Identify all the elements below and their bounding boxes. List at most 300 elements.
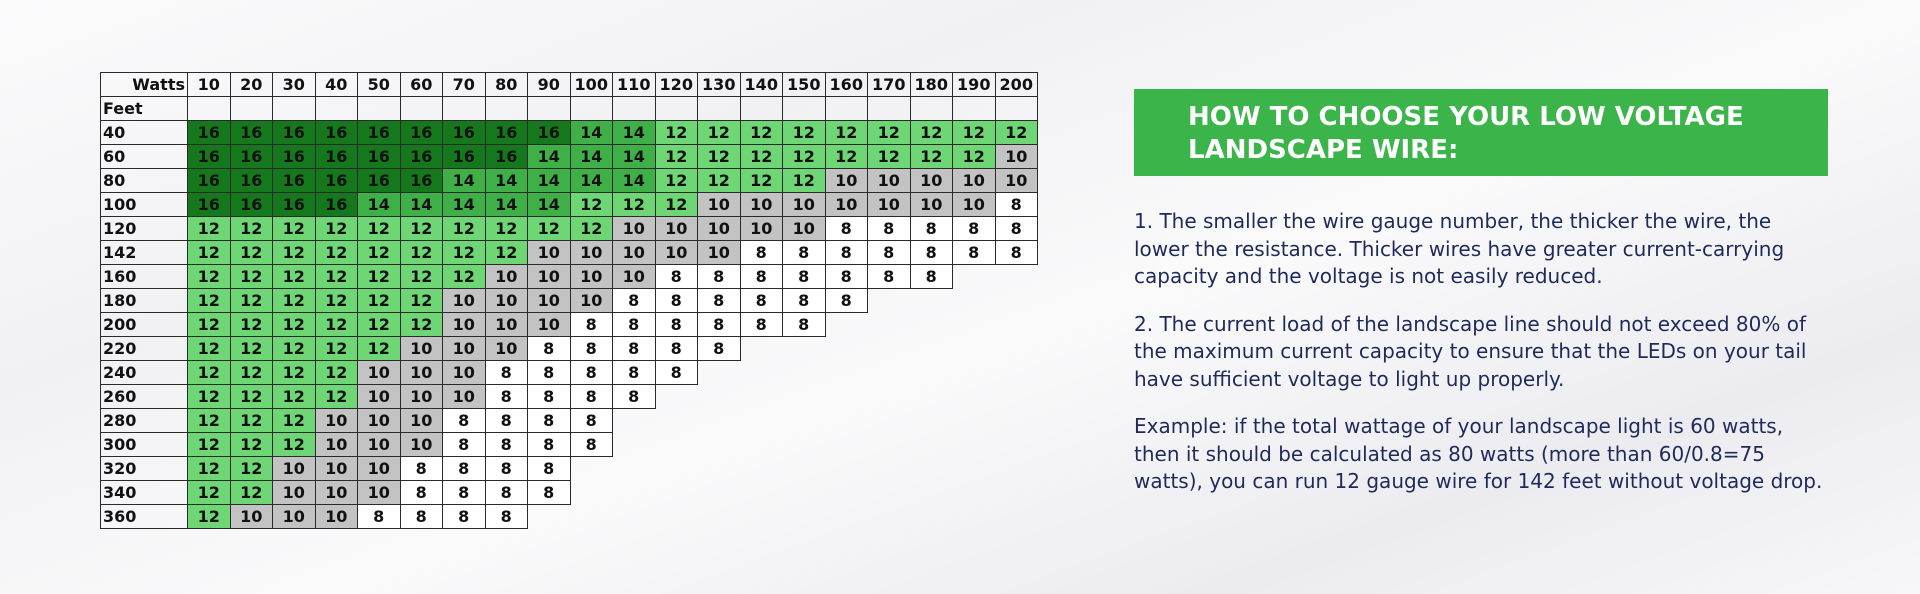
blank-cell [358, 97, 401, 121]
gauge-cell: 10 [400, 433, 443, 457]
watts-label: Watts [101, 73, 188, 97]
gauge-cell: 8 [400, 505, 443, 529]
empty-cell [740, 457, 783, 481]
gauge-cell: 16 [400, 121, 443, 145]
info-panel [1134, 89, 1828, 496]
watts-header-cell: 50 [358, 73, 401, 97]
empty-cell [825, 337, 868, 361]
gauge-cell: 8 [783, 241, 826, 265]
gauge-cell: 14 [570, 145, 613, 169]
gauge-cell: 12 [230, 241, 273, 265]
gauge-cell: 12 [698, 169, 741, 193]
watts-header-cell: 150 [783, 73, 826, 97]
watts-header-cell: 180 [910, 73, 953, 97]
gauge-cell: 10 [358, 385, 401, 409]
gauge-cell: 8 [910, 217, 953, 241]
gauge-cell: 16 [230, 193, 273, 217]
gauge-cell: 10 [315, 409, 358, 433]
blank-cell [613, 97, 656, 121]
empty-cell [570, 505, 613, 529]
table-row [101, 385, 1038, 409]
gauge-cell: 12 [443, 217, 486, 241]
empty-cell [783, 433, 826, 457]
gauge-cell: 16 [315, 145, 358, 169]
gauge-cell: 10 [358, 481, 401, 505]
empty-cell [655, 385, 698, 409]
gauge-cell: 14 [528, 169, 571, 193]
empty-cell [783, 385, 826, 409]
gauge-cell: 12 [273, 313, 316, 337]
gauge-cell: 12 [613, 193, 656, 217]
gauge-cell: 8 [485, 433, 528, 457]
feet-row-label: 142 [101, 241, 188, 265]
gauge-cell: 8 [570, 409, 613, 433]
gauge-cell: 10 [400, 361, 443, 385]
info-example: Example: if the total wattage of your landscape light is 60 watts, then it should be calculated as 80 watts (more than 60/0.8=75 watts), you can run 12 gauge wire for 142 feet without voltage drop. [1134, 414, 1823, 493]
empty-cell [953, 265, 996, 289]
blank-cell [443, 97, 486, 121]
blank-cell [230, 97, 273, 121]
gauge-cell: 8 [740, 289, 783, 313]
empty-cell [953, 361, 996, 385]
gauge-cell: 12 [698, 145, 741, 169]
empty-cell [910, 313, 953, 337]
gauge-cell: 12 [358, 265, 401, 289]
empty-cell [995, 313, 1038, 337]
empty-cell [825, 409, 868, 433]
feet-label: Feet [101, 97, 188, 121]
gauge-cell: 12 [528, 217, 571, 241]
gauge-cell: 12 [358, 337, 401, 361]
table-row [101, 409, 1038, 433]
empty-cell [910, 385, 953, 409]
gauge-cell: 10 [273, 457, 316, 481]
table-row [101, 289, 1038, 313]
gauge-cell: 12 [230, 457, 273, 481]
gauge-cell: 10 [273, 505, 316, 529]
gauge-cell: 8 [868, 241, 911, 265]
gauge-cell: 12 [400, 241, 443, 265]
empty-cell [910, 289, 953, 313]
empty-cell [570, 457, 613, 481]
empty-cell [868, 457, 911, 481]
gauge-cell: 12 [273, 433, 316, 457]
wire-gauge-table [100, 72, 1038, 529]
gauge-cell: 16 [273, 169, 316, 193]
gauge-cell: 12 [655, 193, 698, 217]
gauge-cell: 10 [740, 217, 783, 241]
empty-cell [995, 433, 1038, 457]
watts-header-cell: 200 [995, 73, 1038, 97]
empty-cell [655, 433, 698, 457]
gauge-cell: 10 [273, 481, 316, 505]
empty-cell [995, 265, 1038, 289]
gauge-cell: 8 [570, 313, 613, 337]
empty-cell [740, 409, 783, 433]
gauge-cell: 8 [528, 481, 571, 505]
gauge-cell: 14 [570, 169, 613, 193]
table-row [101, 313, 1038, 337]
watts-header-cell: 120 [655, 73, 698, 97]
gauge-cell: 12 [868, 145, 911, 169]
gauge-cell: 8 [868, 265, 911, 289]
gauge-cell: 8 [613, 337, 656, 361]
empty-cell [698, 409, 741, 433]
blank-cell [783, 97, 826, 121]
gauge-cell: 12 [273, 289, 316, 313]
watts-header-cell: 190 [953, 73, 996, 97]
gauge-cell: 10 [485, 265, 528, 289]
gauge-cell: 8 [698, 337, 741, 361]
empty-cell [995, 385, 1038, 409]
gauge-cell: 12 [570, 193, 613, 217]
feet-row-label: 300 [101, 433, 188, 457]
gauge-cell: 16 [358, 121, 401, 145]
gauge-cell: 10 [740, 193, 783, 217]
table-row [101, 505, 1038, 529]
gauge-cell: 14 [443, 169, 486, 193]
empty-cell [953, 313, 996, 337]
gauge-cell: 12 [188, 481, 231, 505]
blank-cell [528, 97, 571, 121]
empty-cell [613, 481, 656, 505]
empty-cell [825, 361, 868, 385]
empty-cell [740, 361, 783, 385]
gauge-cell: 16 [400, 169, 443, 193]
feet-row-label: 220 [101, 337, 188, 361]
gauge-cell: 10 [995, 145, 1038, 169]
empty-cell [868, 337, 911, 361]
gauge-cell: 12 [698, 121, 741, 145]
gauge-cell: 14 [613, 169, 656, 193]
gauge-cell: 12 [315, 289, 358, 313]
table-row [101, 241, 1038, 265]
gauge-cell: 10 [400, 337, 443, 361]
empty-cell [613, 505, 656, 529]
feet-row-label: 180 [101, 289, 188, 313]
empty-cell [868, 481, 911, 505]
blank-cell [400, 97, 443, 121]
empty-cell [655, 409, 698, 433]
empty-cell [995, 457, 1038, 481]
gauge-cell: 12 [273, 385, 316, 409]
watts-header-cell: 90 [528, 73, 571, 97]
gauge-cell: 10 [868, 169, 911, 193]
gauge-cell: 16 [400, 145, 443, 169]
gauge-cell: 12 [315, 265, 358, 289]
blank-cell [315, 97, 358, 121]
gauge-cell: 12 [188, 217, 231, 241]
gauge-cell: 12 [910, 121, 953, 145]
gauge-cell: 8 [655, 337, 698, 361]
gauge-cell: 12 [315, 385, 358, 409]
gauge-cell: 12 [230, 481, 273, 505]
empty-cell [655, 481, 698, 505]
gauge-cell: 12 [443, 265, 486, 289]
info-point-2: 2. The current load of the landscape line should not exceed 80% of the maximum current capacity to ensure that the LEDs on your tail have sufficient voltage to light up properly. [1134, 311, 1807, 391]
gauge-cell: 8 [485, 385, 528, 409]
feet-row-label: 280 [101, 409, 188, 433]
feet-row-label: 340 [101, 481, 188, 505]
gauge-cell: 12 [400, 313, 443, 337]
gauge-cell: 14 [613, 145, 656, 169]
feet-row-label: 320 [101, 457, 188, 481]
gauge-cell: 10 [443, 313, 486, 337]
empty-cell [910, 433, 953, 457]
gauge-cell: 10 [400, 385, 443, 409]
gauge-cell: 12 [400, 289, 443, 313]
gauge-cell: 12 [230, 433, 273, 457]
gauge-cell: 12 [655, 121, 698, 145]
gauge-cell: 12 [868, 121, 911, 145]
empty-cell [868, 433, 911, 457]
empty-cell [953, 433, 996, 457]
watts-header-cell: 40 [315, 73, 358, 97]
gauge-cell: 10 [783, 217, 826, 241]
gauge-cell: 12 [995, 121, 1038, 145]
gauge-cell: 10 [953, 193, 996, 217]
gauge-cell: 12 [273, 409, 316, 433]
empty-cell [613, 433, 656, 457]
gauge-cell: 8 [570, 361, 613, 385]
gauge-cell: 12 [315, 313, 358, 337]
info-title: HOW TO CHOOSE YOUR LOW VOLTAGE LANDSCAPE WIRE: [1134, 89, 1828, 176]
empty-cell [995, 289, 1038, 313]
watts-header-cell: 170 [868, 73, 911, 97]
gauge-cell: 10 [613, 265, 656, 289]
watts-header-cell: 20 [230, 73, 273, 97]
gauge-cell: 10 [485, 289, 528, 313]
gauge-cell: 8 [995, 217, 1038, 241]
gauge-cell: 10 [698, 217, 741, 241]
gauge-cell: 12 [188, 241, 231, 265]
gauge-cell: 8 [783, 289, 826, 313]
gauge-cell: 12 [188, 433, 231, 457]
gauge-cell: 12 [953, 145, 996, 169]
gauge-cell: 10 [358, 457, 401, 481]
watts-header-cell: 60 [400, 73, 443, 97]
gauge-cell: 8 [443, 433, 486, 457]
gauge-cell: 10 [825, 193, 868, 217]
gauge-cell: 12 [188, 313, 231, 337]
gauge-cell: 8 [485, 457, 528, 481]
empty-cell [868, 385, 911, 409]
gauge-cell: 10 [315, 481, 358, 505]
gauge-cell: 10 [910, 193, 953, 217]
gauge-cell: 8 [443, 505, 486, 529]
gauge-cell: 12 [188, 337, 231, 361]
gauge-cell: 10 [315, 457, 358, 481]
gauge-cell: 10 [443, 337, 486, 361]
empty-cell [953, 481, 996, 505]
empty-cell [825, 481, 868, 505]
gauge-cell: 8 [528, 433, 571, 457]
gauge-cell: 12 [740, 145, 783, 169]
gauge-cell: 12 [188, 409, 231, 433]
empty-cell [910, 457, 953, 481]
blank-cell [953, 97, 996, 121]
gauge-cell: 8 [910, 241, 953, 265]
gauge-cell: 8 [698, 313, 741, 337]
gauge-cell: 12 [570, 217, 613, 241]
gauge-cell: 10 [570, 289, 613, 313]
gauge-cell: 12 [910, 145, 953, 169]
gauge-cell: 16 [443, 121, 486, 145]
empty-cell [825, 313, 868, 337]
gauge-cell: 8 [783, 313, 826, 337]
empty-cell [825, 385, 868, 409]
gauge-cell: 12 [740, 121, 783, 145]
gauge-cell: 12 [188, 457, 231, 481]
gauge-cell: 12 [230, 217, 273, 241]
gauge-cell: 10 [485, 313, 528, 337]
gauge-cell: 8 [655, 313, 698, 337]
gauge-cell: 12 [230, 337, 273, 361]
gauge-cell: 8 [740, 241, 783, 265]
gauge-cell: 8 [655, 289, 698, 313]
gauge-cell: 14 [443, 193, 486, 217]
gauge-cell: 12 [273, 337, 316, 361]
empty-cell [783, 505, 826, 529]
gauge-cell: 16 [188, 193, 231, 217]
gauge-cell: 12 [315, 337, 358, 361]
blank-cell [825, 97, 868, 121]
gauge-cell: 16 [188, 121, 231, 145]
feet-row-label: 120 [101, 217, 188, 241]
gauge-cell: 12 [400, 217, 443, 241]
empty-cell [698, 481, 741, 505]
empty-cell [953, 409, 996, 433]
blank-cell [655, 97, 698, 121]
empty-cell [528, 505, 571, 529]
gauge-cell: 8 [400, 481, 443, 505]
empty-cell [868, 361, 911, 385]
gauge-cell: 8 [995, 241, 1038, 265]
feet-row-label: 260 [101, 385, 188, 409]
empty-cell [783, 337, 826, 361]
table-row [101, 169, 1038, 193]
gauge-cell: 12 [358, 289, 401, 313]
gauge-cell: 12 [273, 241, 316, 265]
empty-cell [953, 385, 996, 409]
gauge-cell: 8 [485, 409, 528, 433]
gauge-cell: 10 [358, 409, 401, 433]
blank-cell [740, 97, 783, 121]
gauge-cell: 10 [485, 337, 528, 361]
feet-row-label: 160 [101, 265, 188, 289]
gauge-cell: 14 [358, 193, 401, 217]
gauge-cell: 10 [230, 505, 273, 529]
gauge-cell: 12 [358, 217, 401, 241]
gauge-cell: 12 [825, 121, 868, 145]
table-row [101, 265, 1038, 289]
gauge-cell: 16 [528, 121, 571, 145]
gauge-cell: 10 [528, 289, 571, 313]
gauge-cell: 12 [273, 265, 316, 289]
gauge-cell: 12 [443, 241, 486, 265]
empty-cell [698, 433, 741, 457]
gauge-cell: 12 [655, 145, 698, 169]
gauge-cell: 14 [400, 193, 443, 217]
empty-cell [910, 481, 953, 505]
gauge-cell: 10 [570, 265, 613, 289]
gauge-cell: 8 [528, 409, 571, 433]
gauge-cell: 12 [230, 361, 273, 385]
gauge-cell: 8 [613, 289, 656, 313]
gauge-cell: 16 [273, 193, 316, 217]
gauge-cell: 12 [230, 265, 273, 289]
empty-cell [698, 385, 741, 409]
empty-cell [825, 505, 868, 529]
gauge-cell: 10 [528, 313, 571, 337]
gauge-cell: 8 [953, 241, 996, 265]
empty-cell [570, 481, 613, 505]
feet-label-row [101, 97, 1038, 121]
gauge-cell: 10 [528, 265, 571, 289]
gauge-cell: 10 [655, 217, 698, 241]
empty-cell [868, 289, 911, 313]
table-row [101, 361, 1038, 385]
gauge-cell: 16 [230, 169, 273, 193]
table-row [101, 481, 1038, 505]
gauge-cell: 12 [188, 289, 231, 313]
gauge-cell: 8 [400, 457, 443, 481]
gauge-cell: 10 [315, 505, 358, 529]
gauge-cell: 8 [528, 361, 571, 385]
empty-cell [953, 289, 996, 313]
gauge-cell: 14 [485, 169, 528, 193]
table-row [101, 337, 1038, 361]
gauge-cell: 8 [655, 265, 698, 289]
gauge-cell: 12 [315, 217, 358, 241]
gauge-cell: 10 [358, 433, 401, 457]
gauge-cell: 16 [230, 145, 273, 169]
gauge-cell: 8 [995, 193, 1038, 217]
empty-cell [783, 409, 826, 433]
gauge-cell: 12 [230, 313, 273, 337]
gauge-cell: 10 [613, 241, 656, 265]
gauge-cell: 12 [485, 241, 528, 265]
blank-cell [188, 97, 231, 121]
watts-header-cell: 130 [698, 73, 741, 97]
feet-row-label: 100 [101, 193, 188, 217]
gauge-cell: 10 [443, 385, 486, 409]
gauge-cell: 16 [315, 193, 358, 217]
empty-cell [910, 361, 953, 385]
table-row [101, 193, 1038, 217]
gauge-cell: 12 [188, 505, 231, 529]
feet-row-label: 40 [101, 121, 188, 145]
gauge-cell: 8 [528, 457, 571, 481]
table-row [101, 145, 1038, 169]
gauge-cell: 8 [698, 289, 741, 313]
gauge-cell: 16 [485, 145, 528, 169]
gauge-cell: 8 [953, 217, 996, 241]
gauge-cell: 14 [528, 145, 571, 169]
empty-cell [995, 361, 1038, 385]
gauge-cell: 10 [698, 241, 741, 265]
empty-cell [910, 409, 953, 433]
gauge-cell: 12 [783, 121, 826, 145]
gauge-cell: 8 [528, 337, 571, 361]
gauge-cell: 10 [358, 361, 401, 385]
gauge-cell: 12 [485, 217, 528, 241]
empty-cell [698, 361, 741, 385]
gauge-cell: 14 [613, 121, 656, 145]
watts-header-cell: 160 [825, 73, 868, 97]
gauge-cell: 8 [613, 361, 656, 385]
gauge-cell: 8 [443, 481, 486, 505]
